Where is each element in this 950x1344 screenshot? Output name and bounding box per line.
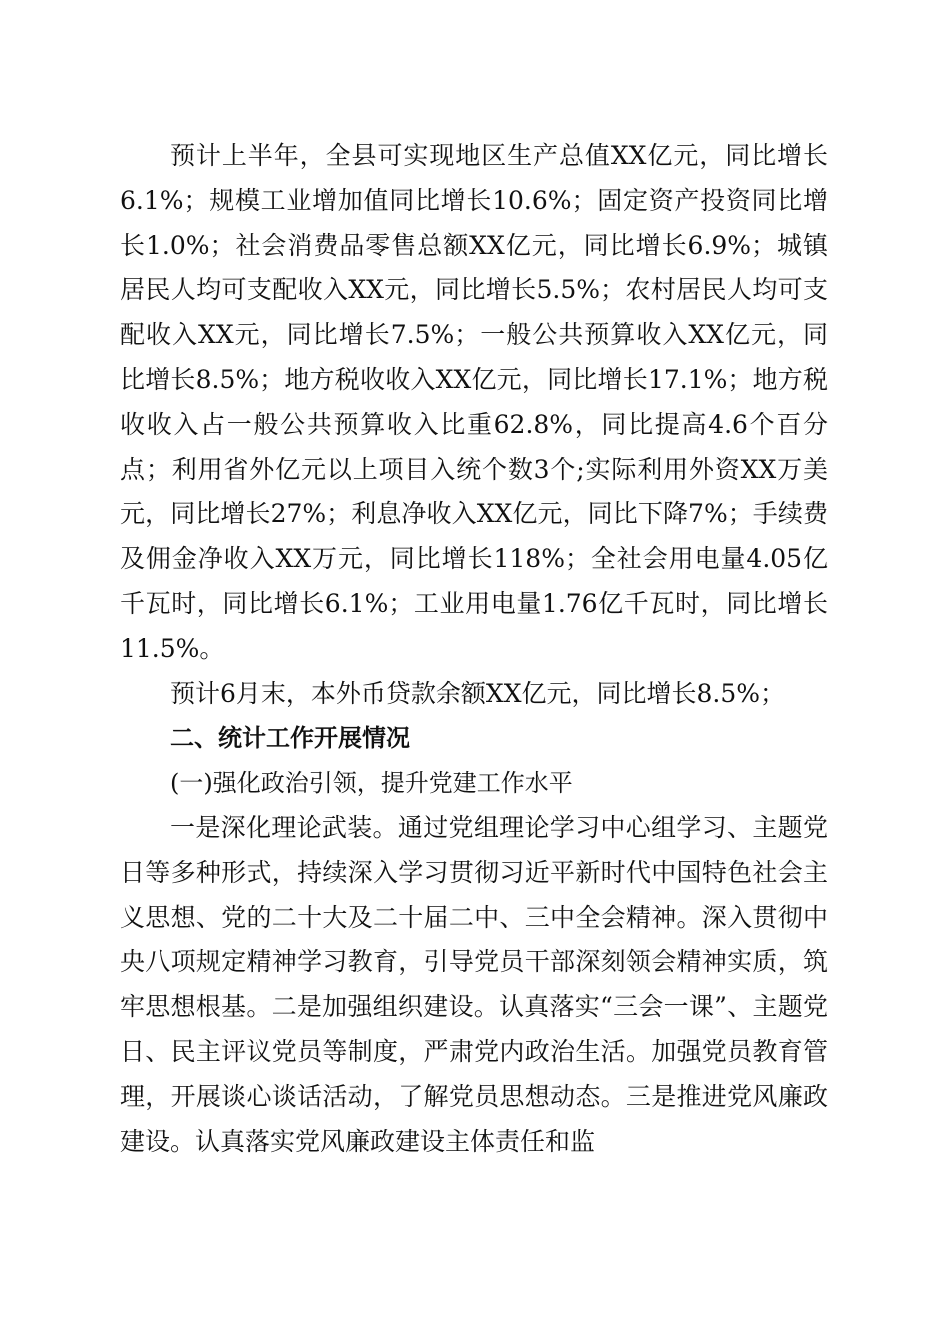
section-heading: 二、统计工作开展情况 [170,724,410,753]
document-page [120,134,828,1164]
paragraph-party-building: 一是深化理论武装。通过党组理论学习中心组学习、主题党日等多种形式，持续深入学习贯彻习近平新时代中国特色社会主义思想、党的二十大及二十届二中、三中全会精神。深入贯彻中央八项规定精神学习教育，引导党员干部深刻领会精神实质，筑牢思想根基。二是加强组织建设。认真落实“三会一课”、主题党日、民主评议党员等制度，严肃党内政治生活。加强党员教育管理，开展谈心谈话活动，了解党员思想动态。三是推进党风廉政建设。认真落实党风廉政建设主体责任和监 [120,812,828,1156]
paragraph-economic-indicators: 预计上半年，全县可实现地区生产总值XX亿元，同比增长6.1%；规模工业增加值同比增长10.6%；固定资产投资同比增长1.0%；社会消费品零售总额XX亿元，同比增长6.9%；城镇居民人均可支配收入XX元，同比增长5.5%；农村居民人均可支配收入XX元，同比增长7.5%；一般公共预算收入XX亿元，同比增长8.5%；地方税收收入XX亿元，同比增长17.1%；地方税收收入占一般公共预算收入比重62.8%，同比提高4.6个百分点；利用省外亿元以上项目入统个数3个;实际利用外资XX万美元，同比增长27%；利息净收入XX亿元，同比下降7%；手续费及佣金净收入XX万元，同比增长118%；全社会用电量4.05亿千瓦时，同比增长6.1%；工业用电量1.76亿千瓦时，同比增长11.5%。 [120,141,828,663]
subsection-heading: (一)强化政治引领，提升党建工作水平 [170,769,573,798]
paragraph-loan-balance: 预计6月末，本外币贷款余额XX亿元，同比增长8.5%； [170,678,786,708]
